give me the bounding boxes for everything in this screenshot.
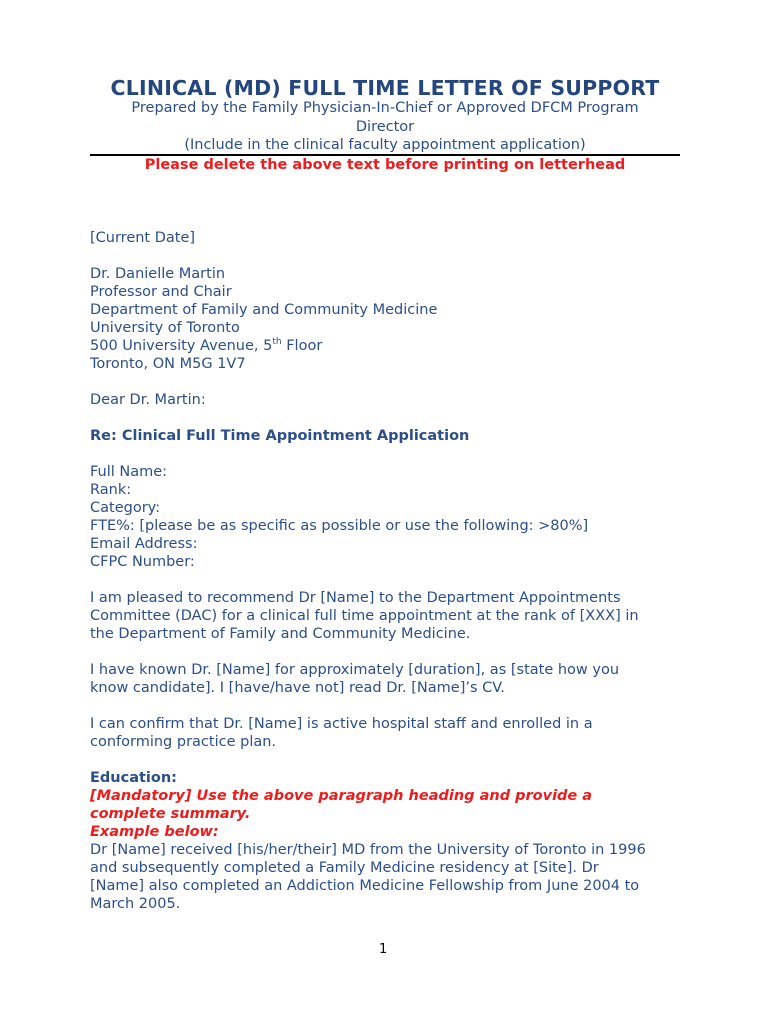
document-title: CLINICAL (MD) FULL TIME LETTER OF SUPPORT — [110, 76, 660, 100]
delete-notice: Please delete the above text before printing on letterhead — [144, 157, 626, 173]
subject-line: Re: Clinical Full Time Appointment Application — [90, 428, 470, 444]
field-fte: FTE%: [please be as specific as possible or use the following: >80%] — [90, 518, 589, 534]
subtitle-line-3: (Include in the clinical faculty appointment application) — [184, 137, 586, 153]
recipient-title: Professor and Chair — [90, 284, 232, 300]
paragraph-acquaintance — [90, 661, 680, 697]
education-section — [90, 769, 680, 913]
education-example-line: Dr [Name] received [his/her/their] MD from the University of Toronto in 1996 — [90, 842, 646, 858]
field-rank: Rank: — [90, 482, 132, 498]
street-prefix: 500 University Avenue, 5 — [90, 338, 273, 354]
subject-block — [90, 427, 680, 445]
field-full-name: Full Name: — [90, 464, 168, 480]
mandatory-instruction: [Mandatory] Use the above paragraph heading and provide a — [90, 788, 593, 804]
mandatory-instruction: complete summary. — [90, 806, 251, 822]
recipient-street — [90, 337, 680, 355]
recipient-institution: University of Toronto — [90, 320, 240, 336]
paragraph-line: I am pleased to recommend Dr [Name] to the Department Appointments — [90, 590, 621, 606]
paragraph-line: the Department of Family and Community Medicine. — [90, 626, 471, 642]
paragraph-line: Committee (DAC) for a clinical full time appointment at the rank of [XXX] in — [90, 608, 639, 624]
salutation-block — [90, 391, 680, 409]
field-email: Email Address: — [90, 536, 198, 552]
paragraph-recommendation — [90, 589, 680, 643]
paragraph-line: I have known Dr. [Name] for approximately [duration], as [state how you — [90, 662, 620, 678]
header-divider — [90, 154, 680, 156]
page-number: 1 — [379, 942, 388, 957]
paragraph-line: conforming practice plan. — [90, 734, 277, 750]
field-cfpc: CFPC Number: — [90, 554, 195, 570]
date-line: [Current Date] — [90, 230, 196, 246]
subtitle-line-2: Director — [355, 119, 415, 135]
education-example-line: March 2005. — [90, 896, 181, 912]
recipient-address — [90, 265, 680, 373]
recipient-city: Toronto, ON M5G 1V7 — [90, 356, 246, 372]
paragraph-confirmation — [90, 715, 680, 751]
education-example-line: [Name] also completed an Addiction Medicine Fellowship from June 2004 to — [90, 878, 640, 894]
candidate-fields — [90, 463, 680, 571]
recipient-department: Department of Family and Community Medicine — [90, 302, 438, 318]
paragraph-line: I can confirm that Dr. [Name] is active hospital staff and enrolled in a — [90, 716, 593, 732]
education-heading: Education: — [90, 770, 177, 786]
example-label: Example below: — [90, 824, 219, 840]
street-ordinal: th — [272, 337, 282, 347]
field-category: Category: — [90, 500, 161, 516]
paragraph-line: know candidate]. I [have/have not] read Dr. [Name]’s CV. — [90, 680, 505, 696]
current-date — [90, 229, 680, 247]
subtitle-line-1: Prepared by the Family Physician-In-Chief or Approved DFCM Program — [131, 100, 639, 116]
salutation: Dear Dr. Martin: — [90, 392, 206, 408]
street-suffix: Floor — [281, 338, 323, 354]
education-example-line: and subsequently completed a Family Medicine residency at [Site]. Dr — [90, 860, 599, 876]
recipient-name: Dr. Danielle Martin — [90, 266, 226, 282]
